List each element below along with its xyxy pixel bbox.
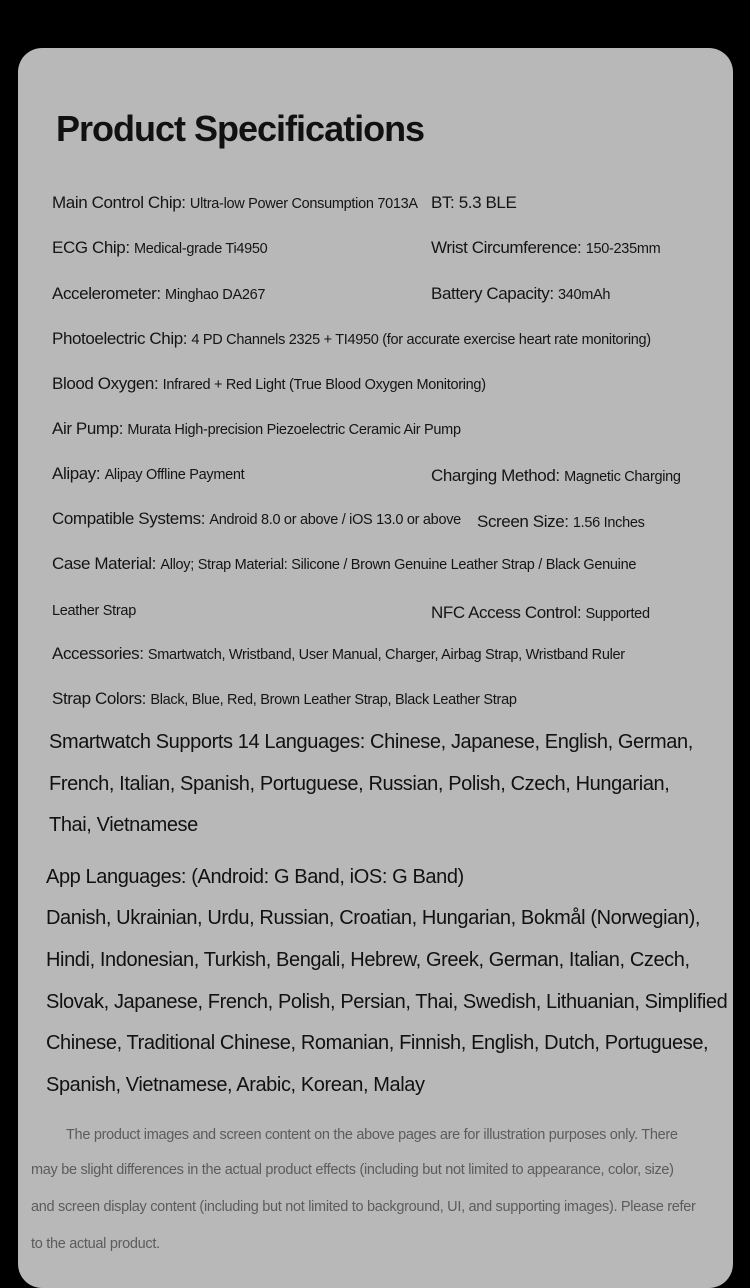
spec-value: 5.3 BLE [458,193,517,212]
spec-label: Case Material: [52,554,156,573]
spec-blood-oxygen [52,374,486,394]
spec-label: Compatible Systems: [52,509,206,528]
spec-nfc-access-control [431,603,650,623]
spec-label: Battery Capacity: [431,284,554,303]
spec-screen-size [477,512,645,532]
spec-label: ECG Chip: [52,238,130,257]
spec-label: NFC Access Control: [431,603,582,622]
spec-label: Photoelectric Chip: [52,329,188,348]
app-languages-heading: App Languages: (Android: G Band, iOS: G Band) [46,866,464,888]
spec-label: Air Pump: [52,419,124,438]
spec-charging-method [431,466,681,486]
spec-label: Main Control Chip: [52,193,186,212]
app-languages-line: Hindi, Indonesian, Turkish, Bengali, Hebrew, Greek, German, Italian, Czech, [46,949,690,971]
spec-label: BT: [431,193,455,212]
watch-languages-line: Thai, Vietnamese [49,814,198,836]
disclaimer-line: may be slight differences in the actual product effects (including but not limited to appearance, color, size) [31,1162,674,1178]
spec-case-material-continued [52,600,136,620]
spec-value: Android 8.0 or above / iOS 13.0 or above [209,512,461,528]
spec-alipay [52,464,244,484]
spec-label: Screen Size: [477,512,569,531]
spec-value: Minghao DA267 [165,287,266,303]
spec-value: Ultra-low Power Consumption 7013A [189,196,418,212]
spec-label: Charging Method: [431,466,560,485]
spec-ecg-chip [52,238,267,258]
spec-label: Alipay: [52,464,101,483]
spec-case-material [52,554,636,574]
disclaimer-line: to the actual product. [31,1236,160,1252]
app-languages-line: Chinese, Traditional Chinese, Romanian, Finnish, English, Dutch, Portuguese, [46,1032,709,1054]
spec-value: Medical-grade Ti4950 [133,241,268,257]
spec-label: Wrist Circumference: [431,238,582,257]
spec-value: Magnetic Charging [564,469,681,485]
spec-air-pump [52,419,461,439]
page-title: Product Specifications [56,108,425,149]
spec-wrist-circumference [431,238,660,258]
disclaimer-line: The product images and screen content on the above pages are for illustration purposes only. There [66,1127,678,1143]
spec-accelerometer [52,284,265,304]
spec-label: Blood Oxygen: [52,374,159,393]
spec-bt [431,193,516,213]
spec-value: 340mAh [557,287,611,303]
spec-accessories [52,644,625,664]
app-languages-line: Slovak, Japanese, French, Polish, Persian, Thai, Swedish, Lithuanian, Simplified [46,991,728,1013]
spec-battery-capacity [431,284,610,304]
spec-card [18,48,733,1288]
spec-label: Accelerometer: [52,284,161,303]
spec-value: 1.56 Inches [572,515,645,531]
spec-value: Infrared + Red Light (True Blood Oxygen Monitoring) [162,377,486,393]
spec-compatible-systems [52,509,461,529]
spec-main-control-chip [52,193,418,213]
spec-value: Alloy; Strap Material: Silicone / Brown Genuine Leather Strap / Black Genuine [160,557,637,573]
spec-value: Murata High-precision Piezoelectric Ceramic Air Pump [127,422,461,438]
spec-label: Accessories: [52,644,144,663]
watch-languages-line: Smartwatch Supports 14 Languages: Chinese, Japanese, English, German, [49,731,693,753]
disclaimer-line: and screen display content (including but not limited to background, UI, and supporting images). Please refer [31,1199,696,1215]
app-languages-line: Danish, Ukrainian, Urdu, Russian, Croatian, Hungarian, Bokmål (Norwegian), [46,907,701,929]
spec-value: 150-235mm [585,241,661,257]
app-languages-line: Spanish, Vietnamese, Arabic, Korean, Malay [46,1074,425,1096]
spec-value: Smartwatch, Wristband, User Manual, Charger, Airbag Strap, Wristband Ruler [147,647,625,663]
spec-value: 4 PD Channels 2325 + TI4950 (for accurate exercise heart rate monitoring) [191,332,651,348]
spec-strap-colors [52,689,517,709]
spec-value: Black, Blue, Red, Brown Leather Strap, Black Leather Strap [150,692,517,708]
spec-value: Alipay Offline Payment [104,467,245,483]
watch-languages-line: French, Italian, Spanish, Portuguese, Russian, Polish, Czech, Hungarian, [49,773,670,795]
spec-value: Supported [585,606,650,622]
spec-value: Leather Strap [52,603,136,619]
spec-photoelectric-chip [52,329,651,349]
spec-label: Strap Colors: [52,689,147,708]
